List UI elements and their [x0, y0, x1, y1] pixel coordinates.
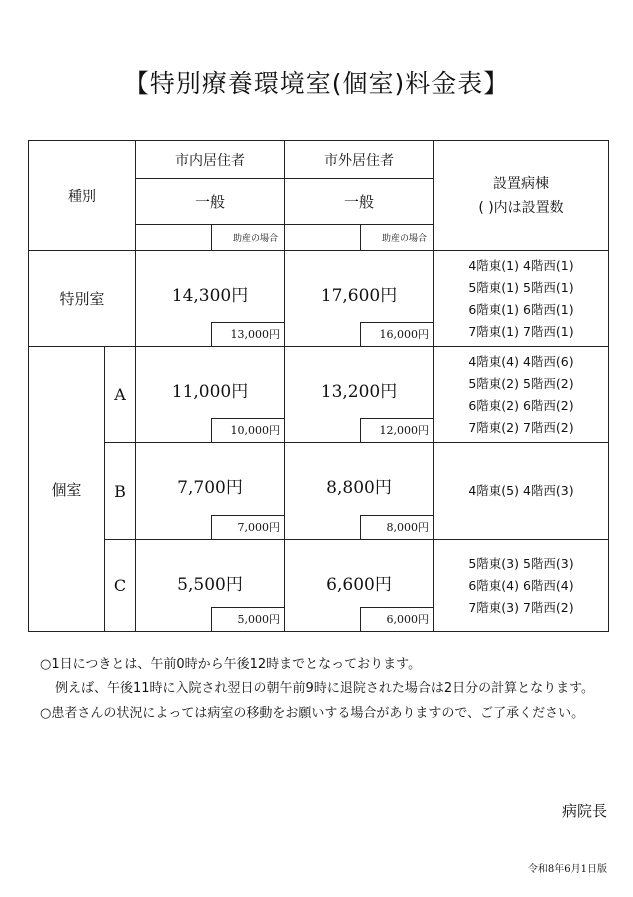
note-3: ○患者さんの状況によっては病室の移動をお願いする場合がありますので、ご了承ください。	[40, 706, 585, 721]
table-row-a	[29, 347, 609, 443]
row-label-a: A	[105, 347, 136, 443]
header-ward	[434, 141, 609, 251]
row-label-special: 特別室	[29, 251, 136, 347]
price-cell-a-out	[285, 347, 434, 443]
row-label-private: 個室	[29, 347, 105, 632]
header-jo-out: 助産の場合	[361, 225, 434, 251]
fee-table	[28, 140, 609, 632]
price-a-out: 13,200円	[320, 382, 398, 402]
price-c-out: 6,600円	[326, 575, 392, 595]
price-cell-c-in	[136, 540, 285, 632]
table-row-b	[29, 443, 609, 540]
price-special-out-jo: 16,000円	[360, 322, 433, 346]
price-special-out: 17,600円	[320, 286, 398, 306]
price-a-out-jo: 12,000円	[360, 418, 433, 442]
wards-b: 4階東(5) 4階西(3)	[434, 443, 609, 540]
edition-date: 令和8年6月1日版	[527, 864, 607, 875]
note-2: 例えば、午後11時に入院され翌日の朝午前9時に退院された場合は2日分の計算となります。	[55, 681, 595, 696]
price-a-in: 11,000円	[171, 382, 249, 402]
price-cell-special-in	[136, 251, 285, 347]
price-cell-special-out	[285, 251, 434, 347]
header-ward-line1: 設置病棟	[493, 175, 549, 192]
header-general-out: 一般	[285, 179, 434, 225]
price-c-in-jo: 5,000円	[211, 607, 284, 631]
header-city-in: 市内居住者	[136, 141, 285, 179]
header-ward-line2: ( )内は設置数	[478, 199, 564, 216]
header-general-in: 一般	[136, 179, 285, 225]
header-city-out: 市外居住者	[285, 141, 434, 179]
price-cell-c-out	[285, 540, 434, 632]
price-cell-a-in	[136, 347, 285, 443]
signature: 病院長	[561, 802, 607, 820]
price-b-out: 8,800円	[326, 478, 392, 498]
price-b-in-jo: 7,000円	[211, 515, 284, 539]
row-label-b: B	[105, 443, 136, 540]
note-1: ○1日につきとは、午前0時から午後12時までとなっております。	[40, 657, 422, 672]
table-row-c	[29, 540, 609, 632]
row-label-c: C	[105, 540, 136, 632]
wards-c: 5階東(3) 5階西(3) 6階東(4) 6階西(4) 7階東(3) 7階西(2)	[434, 540, 609, 632]
price-b-in: 7,700円	[177, 478, 243, 498]
header-kind: 種別	[29, 141, 136, 251]
wards-special: 4階東(1) 4階西(1) 5階東(1) 5階西(1) 6階東(1) 6階西(1) 7階東(1) 7階西(1)	[434, 251, 609, 347]
price-b-out-jo: 8,000円	[360, 515, 433, 539]
price-a-in-jo: 10,000円	[211, 418, 284, 442]
notes	[40, 654, 600, 724]
table-row-special	[29, 251, 609, 347]
wards-a: 4階東(4) 4階西(6) 5階東(2) 5階西(2) 6階東(2) 6階西(2) 7階東(2) 7階西(2)	[434, 347, 609, 443]
header-spacer-out	[285, 225, 361, 251]
price-cell-b-in	[136, 443, 285, 540]
price-cell-b-out	[285, 443, 434, 540]
price-special-in-jo: 13,000円	[211, 322, 284, 346]
price-special-in: 14,300円	[171, 286, 249, 306]
page-title: 【特別療養環境室(個室)料金表】	[123, 69, 510, 98]
header-jo-in: 助産の場合	[212, 225, 285, 251]
price-c-out-jo: 6,000円	[360, 607, 433, 631]
header-spacer-in	[136, 225, 212, 251]
price-c-in: 5,500円	[177, 575, 243, 595]
